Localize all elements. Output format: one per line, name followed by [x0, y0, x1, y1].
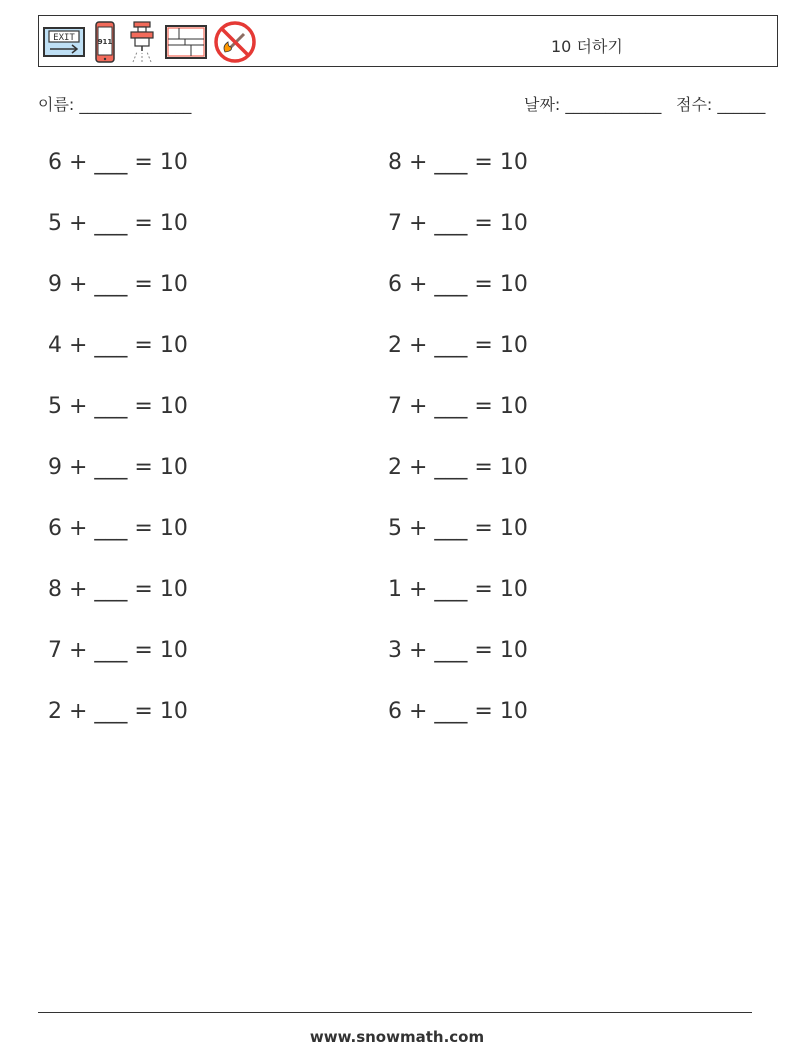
problem-left-9: 7 + ___ = 10	[48, 638, 188, 663]
problem-right-1: 8 + ___ = 10	[388, 150, 528, 175]
sprinkler-icon	[125, 20, 159, 64]
problem-left-8: 8 + ___ = 10	[48, 577, 188, 602]
problem-right-9: 3 + ___ = 10	[388, 638, 528, 663]
header-icons	[43, 20, 257, 64]
problem-right-4: 2 + ___ = 10	[388, 333, 528, 358]
worksheet-title: 10 더하기	[551, 37, 623, 56]
problem-right-10: 6 + ___ = 10	[388, 699, 528, 724]
footer-url: www.snowmath.com	[309, 1028, 485, 1046]
problem-left-6: 9 + ___ = 10	[48, 455, 188, 480]
problem-left-1: 6 + ___ = 10	[48, 150, 188, 175]
problem-left-2: 5 + ___ = 10	[48, 211, 188, 236]
problem-left-10: 2 + ___ = 10	[48, 699, 188, 724]
problem-left-3: 9 + ___ = 10	[48, 272, 188, 297]
problem-right-5: 7 + ___ = 10	[388, 394, 528, 419]
problem-right-6: 2 + ___ = 10	[388, 455, 528, 480]
problem-right-8: 1 + ___ = 10	[388, 577, 528, 602]
date-field: 날짜: ____________	[524, 95, 662, 114]
emergency-phone-911-icon	[91, 20, 119, 64]
problem-right-2: 7 + ___ = 10	[388, 211, 528, 236]
problem-left-4: 4 + ___ = 10	[48, 333, 188, 358]
problem-left-5: 5 + ___ = 10	[48, 394, 188, 419]
svg-text:EXIT: EXIT	[53, 33, 75, 43]
name-field: 이름: ______________	[38, 95, 192, 114]
footer-divider	[38, 1012, 752, 1013]
score-field: 점수: ______	[676, 95, 766, 114]
worksheet-header	[38, 15, 778, 67]
no-fire-icon	[213, 20, 257, 64]
svg-text:911: 911	[97, 38, 113, 46]
exit-sign-icon	[43, 27, 85, 57]
floor-plan-icon	[165, 25, 207, 59]
problem-right-3: 6 + ___ = 10	[388, 272, 528, 297]
problem-right-7: 5 + ___ = 10	[388, 516, 528, 541]
problem-left-7: 6 + ___ = 10	[48, 516, 188, 541]
